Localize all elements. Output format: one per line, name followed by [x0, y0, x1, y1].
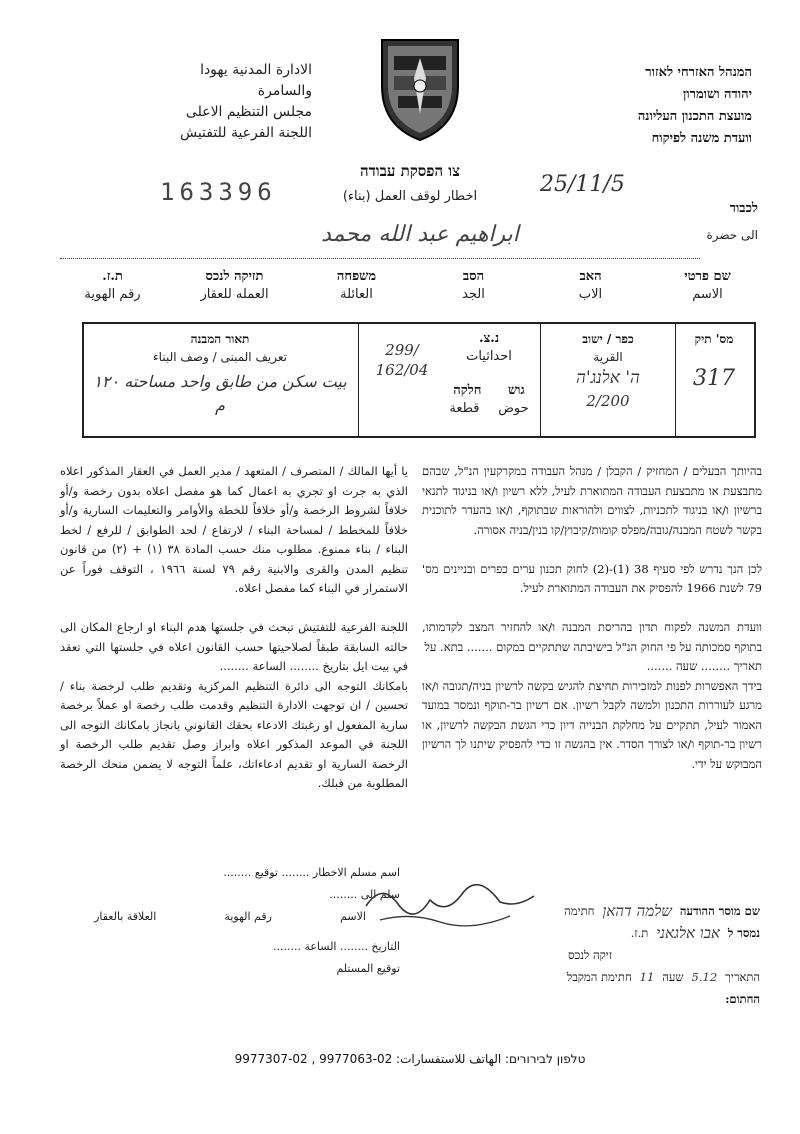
id-field-label-ar: رقم الهوية [84, 287, 141, 302]
inspector-name-handwritten: שלמה דהאן [602, 902, 672, 920]
table-divider [358, 322, 359, 436]
date-time-line: التاريخ ........ الساعة ........ [272, 940, 400, 953]
table-col-header-ar: قطعة [449, 401, 480, 416]
relation-label: זיקה לנכס [568, 948, 612, 962]
coordinates-value: 299/ 162/04 [375, 341, 429, 379]
id-field-label-ar: العائلة [340, 287, 373, 302]
id-field-first-name [655, 268, 760, 312]
id-label: ת.ז. [630, 926, 649, 940]
hebrew-header-line: יהודה ושומרון [682, 87, 752, 102]
id-field-label-he: שם פרטי [684, 269, 731, 284]
table-cell-value: 317 [693, 366, 735, 391]
id-field-grandfather [421, 268, 526, 312]
id-field-label-he: תזיקה לנכס [205, 269, 264, 284]
table-col-header-ar: حوض [498, 401, 529, 416]
document-title-hebrew: צו הפסקת עבודה [359, 162, 461, 180]
handwritten-date: 25/11/5 [540, 172, 625, 197]
hebrew-header-line: מועצת התכנון העליונה [637, 109, 752, 124]
table-cell-value: بيت سكن من طابق واحد مساحته ١٢٠ م [93, 372, 347, 415]
document-number: 163396 [160, 178, 277, 206]
date-hour-line [420, 966, 760, 988]
delivered-name-handwritten: אבו אלגאני [656, 924, 720, 942]
table-col-header: מס' תיק [694, 332, 734, 346]
id-field-label-ar: الجد [462, 287, 485, 302]
hour-handwritten: 11 [639, 970, 655, 984]
id-field-family [304, 268, 409, 312]
hebrew-header-line: המנהל האזרחי לאזור [645, 65, 752, 80]
id-field-label-ar: العمله للعقار [200, 287, 269, 302]
addressee-label-arabic: الى حضرة [706, 228, 758, 242]
id-field-label-he: משפחה [336, 269, 377, 284]
table-col-description [86, 330, 354, 418]
table-col-village [544, 330, 672, 410]
addressee-label-hebrew: לכבוד [729, 201, 758, 216]
id-fields-row [60, 268, 760, 312]
table-col-header-ar: تعريف المبنى / وصف البناء [153, 350, 287, 364]
hebrew-body-text: בהיותך הבעלים / המחזיק / הקבלן / מנהל העבודה במקרקעין הנ"ל, שבהם מתבצעת או מתבצעת העבודה המתוארת לעיל, ללא רשיון ו/או בניגוד לתנאי ברשיון ו/או בניגוד לתכניות, לצווים ולהוראות שבתוקף, ו/או בהעדר לתוכנית בקשר לשטח המבנה/גובה/מפלס קומות/קיבוץ/קו בנין/בניה אסורה. לכן הנך נדרש לפי סעיף 38 (1)-(2) לחוק תכנון ערים כפרים ובניינים מס' 79 לשנת 1966 להפסיק את העבודה המתוארת לעיל. וועדת המשנה לפקוח תדון בהריסת המבנה ו/או להחזיר המצב לקדמותו, בתוקף סמכותה על פי החוק הנ"ל בישיבתה שתתקיים במקום ....... בתא. על תאריך ........ שעה ....... בידך האפשרות לפנות למזכירות תחיצת להגיש בקשה לרשיון בניה/תגובה ו/או מרגע לעוררות התכנון ולמשה לקבל רשיון. אם רשיון בר-תוקף ונמסר במועד האמור לעיל, תתקיים על מחלקת הבנייה דיון כדי הגשת הבקשה לרשיון, או רשיון בר-תוקף ו/או לצורך הסדר. אין בהגשה זו כדי להפסיק שיתנו לך הרשיון המבוקש על ידי. [422, 464, 762, 771]
arabic-header [62, 60, 312, 144]
emblem-logo [378, 34, 462, 144]
arabic-header-line: مجلس التنظيم الاعلى [185, 104, 312, 120]
table-col-file [678, 330, 750, 391]
hebrew-header [512, 62, 752, 150]
hebrew-header-line: וועדת משנה לפיקוח [651, 131, 752, 146]
table-col-header: כפר / ישוב [582, 332, 634, 346]
phone-line: טלפון לבירורים: الهاتف للاستفسارات: 02-9977063 , 02-9977307 [234, 1052, 586, 1066]
arabic-header-line: والسامرة [257, 83, 312, 99]
arabic-footer [60, 862, 400, 980]
relation-line [420, 944, 760, 966]
id-field-father [538, 268, 643, 312]
table-col-header-ar: القرية [593, 350, 623, 364]
delivered-label: נמסר ל [727, 926, 760, 940]
recipient-cols [60, 906, 400, 928]
id-field-label-he: האב [579, 269, 602, 284]
id-field-label-ar: الاسم [692, 287, 723, 302]
delivered-to-line: سلم الى ........ [329, 888, 400, 901]
document-title-arabic: اخطار لوقف العمل (بناء) [342, 189, 478, 204]
addressee-underline [60, 258, 700, 259]
id-field-property-relation [177, 268, 292, 312]
table-divider [675, 322, 676, 436]
recipient-col-label: العلاقة بالعقار [94, 910, 157, 923]
recipient-sig-label: חתימת המקבל [566, 970, 632, 984]
recipient-col-label: الاسم [340, 910, 366, 923]
notifier-line: اسم مسلم الاخطار ........ توقيع ........ [223, 866, 400, 879]
recipient-col-label: رقم الهوية [224, 910, 272, 923]
table-col-header: גוש [507, 383, 525, 398]
date-handwritten: 5.12 [691, 970, 718, 984]
table-cell-value: ה' אלנג'ה [576, 368, 640, 388]
inspector-sig-label: חתימה [564, 904, 595, 918]
table-col-block-parcel [440, 330, 538, 418]
date-label: התאריך [725, 970, 760, 984]
arabic-header-line: الادارة المدنية يهودا [200, 62, 312, 78]
table-col-header: תאור המבנה [190, 332, 250, 346]
table-col-header: חלקה [453, 383, 482, 398]
table-col-header: נ.צ. [478, 331, 500, 346]
arabic-header-line: اللجنة الفرعية للتفتيش [179, 125, 312, 141]
table-divider [540, 322, 541, 436]
addressee-name: ابراهيم عبد الله محمد [321, 222, 519, 247]
table-cell-value: 2/200 [586, 392, 630, 410]
id-field-label-ar: الاب [578, 287, 603, 302]
id-field-label-he: ת.ז. [102, 269, 123, 284]
table-col-header-ar: احداثيات [466, 349, 512, 364]
id-field-label-he: הסב [462, 269, 485, 284]
signature-scribble [360, 876, 540, 932]
inspector-label: שם מוסר ההודעה [679, 904, 760, 918]
hour-label: שעה [662, 970, 684, 984]
arabic-body-text: يا أيها المالك / المتصرف / المتعهد / مدير العمل في العقار المذكور اعلاه الذي به جرت او تجري به اعمال كما هو مفصل اعلاه بدون رخصة و/أو خلافاً لشروط الرخصة و/أو خلافاً للخطة والأوامر والتعليمات السارية و/أو خلافاً للمخطط / لمساحة البناء / لارتفاع / لحد الطوابق / للرفع / لخط البناء / بناء ممنوع. مطلوب منك حسب المادة ٣٨ (١) + (٢) من قانون تنظيم المدن والقرى والابنية رقم ٧٩ لسنة ١٩٦٦ ، التوقف فوراً عن الاستمرار في البناء كما مفصل اعلاه. اللجنة الفرعية للتفتيش تبحث في جلستها هدم البناء او ارجاع المكان الى حالته السابقة طبقاً لصلاحيتها حسب القانون اعلاه في جلستها التي تعقد في بيت ايل بتاريخ ........ الساعة ........ بامكانك التوجه الى دائرة التنظيم المركزية وتقديم طلب لرخصة بناء / تحسين / ان توجهت الادارة التنظيم وقدمت طلب رخصة او عملاً برخصة سارية المفعول او رغبتك الادعاء بحقك القانوني بانجاز بامكانك التوجه الى اللجنة في الموعد المذكور اعلاه وابراز وصل تقديم طلب الرخصة او الرخصة السارية او تقديم ادعاءاتك، علماً التوجه لا يضمن منحك الرخصة المطلوبة من قبلك. [60, 464, 408, 790]
signature-label: החתום: [725, 992, 760, 1006]
id-field-id-number [60, 268, 165, 312]
recipient-signature-label: توقيع المستلم [336, 962, 400, 975]
